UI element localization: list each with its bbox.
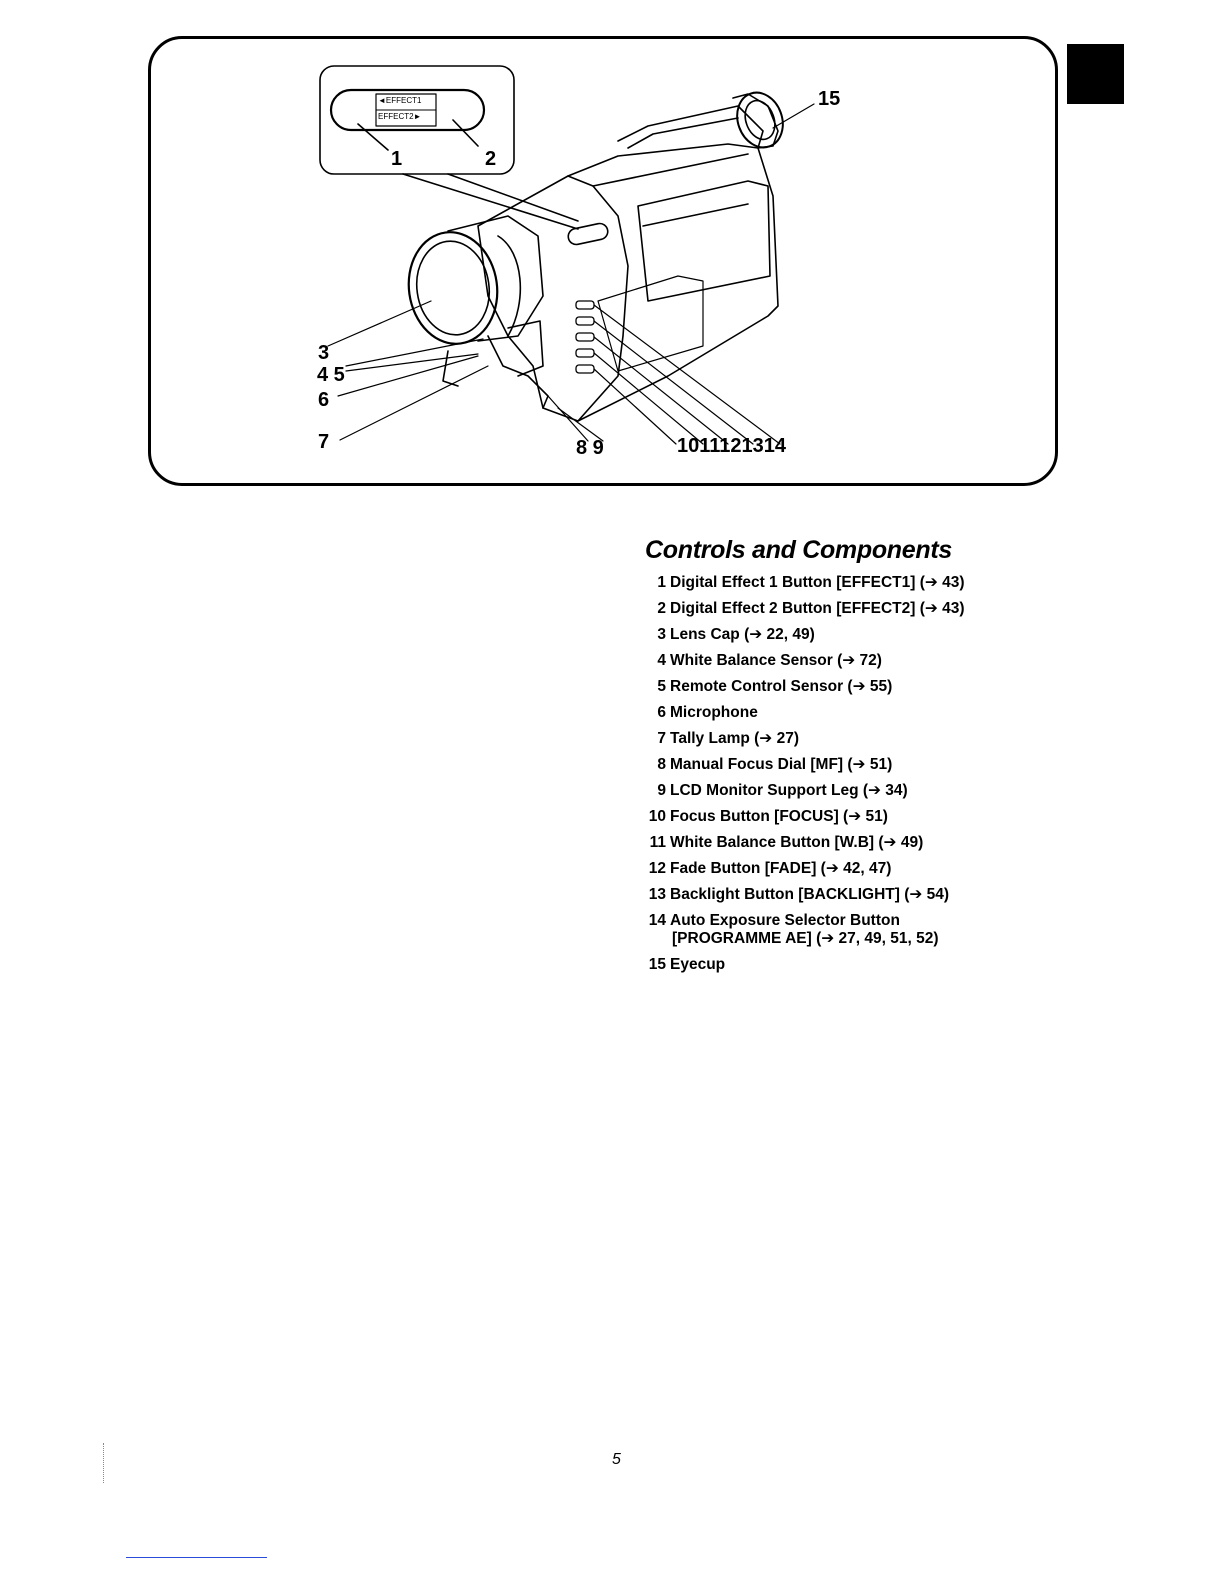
list-item: 2 Digital Effect 2 Button [EFFECT2] (➔ 43): [657, 600, 965, 617]
side-buttons: [576, 301, 594, 373]
section-tab-marker: [1067, 44, 1124, 104]
list-item: 4 White Balance Sensor (➔ 72): [657, 652, 882, 669]
section-heading: Controls and Components: [645, 536, 952, 564]
callout-2: 2: [485, 148, 497, 170]
list-item: 9 LCD Monitor Support Leg (➔ 34): [657, 782, 908, 799]
margin-marks: [103, 1443, 105, 1483]
list-item: 15 Eyecup: [648, 956, 726, 973]
list-item: 10 Focus Button [FOCUS] (➔ 51): [648, 808, 888, 825]
page-number: 5: [612, 1451, 621, 1468]
callout-8-9: 8 9: [576, 437, 604, 459]
list-item: 5 Remote Control Sensor (➔ 55): [657, 678, 893, 695]
callout-1: 1: [391, 148, 403, 170]
list-item: 8 Manual Focus Dial [MF] (➔ 51): [657, 756, 893, 773]
list-item: 7 Tally Lamp (➔ 27): [657, 730, 799, 747]
list-item: 6 Microphone: [657, 704, 758, 721]
callout-4-5: 4 5: [317, 364, 345, 386]
footer-rule: [126, 1557, 267, 1558]
list-item: 13 Backlight Button [BACKLIGHT] (➔ 54): [648, 886, 950, 903]
callout-10-14: 1011121314: [677, 435, 787, 457]
effect-buttons-inset: [320, 66, 578, 229]
callout-6: 6: [318, 389, 330, 411]
components-list: [648, 570, 1068, 978]
callout-15: 15: [818, 88, 841, 110]
list-item: 3 Lens Cap (➔ 22, 49): [657, 626, 815, 643]
effect1-label: ◄EFFECT1: [378, 96, 422, 105]
callout-3: 3: [318, 342, 330, 364]
camcorder-illustration: [148, 36, 1058, 486]
list-item: 1 Digital Effect 1 Button [EFFECT1] (➔ 43): [657, 574, 965, 591]
list-item: 11 White Balance Button [W.B] (➔ 49): [649, 834, 924, 851]
list-item: 14 Auto Exposure Selector Button [PROGRAMME AE] (➔ 27, 49, 51, 52): [648, 912, 939, 947]
list-item: 12 Fade Button [FADE] (➔ 42, 47): [648, 860, 892, 877]
callout-7: 7: [318, 431, 330, 453]
effect2-label: EFFECT2►: [378, 112, 422, 121]
